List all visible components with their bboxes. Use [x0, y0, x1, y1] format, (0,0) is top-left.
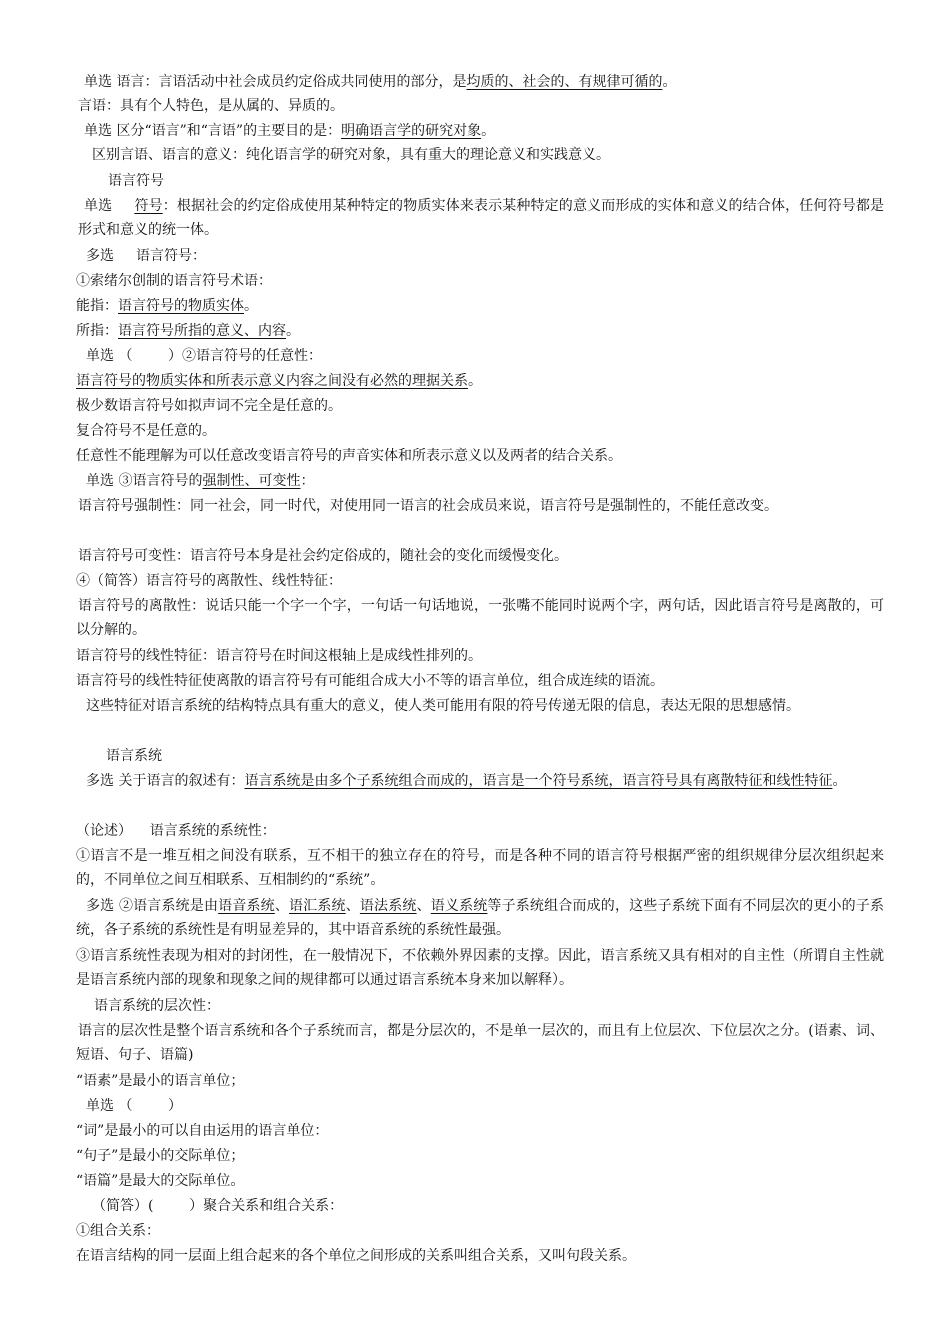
- text: 。: [481, 123, 496, 139]
- paragraph-arbitrariness-question: 单选 （ ）②语言符号的任意性：: [86, 348, 323, 364]
- paragraph-systematicity-question: （论述） 语言系统的系统性：: [76, 823, 276, 839]
- text: 能指：: [76, 298, 118, 314]
- paragraph-hierarchy-heading: 语言系统的层次性：: [94, 998, 220, 1014]
- underlined-answer: 强制性、可变性: [202, 473, 301, 489]
- paragraph-sentence: “句子”是最小的交际单位；: [76, 1148, 245, 1164]
- paragraph-sign-definition: [78, 194, 884, 242]
- text: 单选: [84, 198, 113, 214]
- underlined-answer: 语法系统: [359, 898, 417, 914]
- underlined-answer: 语音系统: [218, 898, 275, 914]
- paragraph-mandatory: 语言符号强制性：同一社会，同一时代，对使用同一语言的社会成员来说，语言符号是强制性的，不能任意改变。: [78, 498, 778, 514]
- paragraph-language-definition: [84, 70, 892, 94]
- text: 。: [662, 74, 677, 90]
- text: ：: [300, 473, 315, 489]
- underlined-answer: 符号: [134, 198, 163, 214]
- paragraph-arbitrariness-answer: [76, 369, 884, 393]
- text: 单选 语言：言语活动中社会成员约定俗成共同使用的部分，是: [84, 74, 467, 90]
- underlined-answer: 语言符号的物质实体: [118, 298, 244, 314]
- text: 等子系统组合而成的，这些子系统下面有不同层次的更小的子系统，各子系统的系统性是有明显差异的，其中语音系统的系统性最强。: [76, 898, 885, 938]
- section-heading-language-sign: 语言符号: [108, 173, 164, 189]
- paragraph-speech-definition: 言语：具有个人特色，是从属的、异质的。: [78, 98, 344, 114]
- text: 。: [286, 323, 300, 339]
- paragraph-multi-sign: [86, 244, 894, 268]
- text: 多选 ②语言系统是由: [86, 898, 219, 914]
- paragraph-significance: 这些特征对语言系统的结构特点具有重大的意义，使人类可能用有限的符号传递无限的信息，表达无限的思想感情。: [86, 698, 800, 714]
- text: 语言符号：: [136, 248, 206, 264]
- underlined-answer: 明确语言学的研究对象: [341, 123, 482, 139]
- paragraph-compound-sign: 复合符号不是任意的。: [76, 423, 216, 439]
- underlined-answer: 语义系统: [430, 898, 488, 914]
- text: 、: [345, 898, 360, 914]
- paragraph-relations-question: （简答）( ）聚合关系和组合关系：: [92, 1198, 344, 1214]
- paragraph-arbitrariness-note: 任意性不能理解为可以任意改变语言符号的声音实体和所表示意义以及两者的结合关系。: [76, 448, 622, 464]
- paragraph-mutability: 语言符号可变性：语言符号本身是社会约定俗成的，随社会的变化而缓慢变化。: [78, 548, 568, 564]
- paragraph-closedness: ③语言系统性表现为相对的封闭性，在一般情况下，不依赖外界因素的支撑。因此，语言系统又具有相对的自主性（所谓自主性就是语言系统内部的现象和现象之间的规律都可以通过语言系统本身来加以解释）。: [76, 948, 884, 988]
- text: 所指：: [76, 323, 118, 339]
- paragraph-morpheme: “语素”是最小的语言单位；: [76, 1073, 245, 1089]
- paragraph-syntagmatic: 在语言结构的同一层面上组合起来的各个单位之间形成的关系叫组合关系，又叫句段关系。: [76, 1248, 636, 1264]
- paragraph-distinction-meaning: 区别言语、语言的意义：纯化语言学的研究对象，具有重大的理论意义和实践意义。: [92, 147, 610, 163]
- text: 、: [416, 898, 431, 914]
- paragraph-discreteness: 语言符号的离散性：说话只能一个字一个字，一句话一句话地说，一张嘴不能同时说两个字，两句话，因此语言符号是离散的，可以分解的。: [76, 598, 884, 638]
- paragraph-linearity: 语言符号的线性特征：语言符号在时间这根轴上是成线性排列的。: [76, 648, 482, 664]
- underlined-answer: 语汇系统: [289, 898, 346, 914]
- paragraph-hierarchy: 语言的层次性是整个语言系统和各个子系统而言，都是分层次的，不是单一层次的，而且有上位层次、下位层次之分。(语素、词、短语、句子、语篇): [76, 1023, 884, 1063]
- text: 。: [244, 298, 258, 314]
- paragraph-mandatory-mutability: [86, 469, 894, 493]
- section-heading-language-system: 语言系统: [106, 748, 162, 764]
- underlined-answer: 语言系统是由多个子系统组合而成的，语言是一个符号系统，语言符号具有离散特征和线性特征: [244, 773, 833, 789]
- paragraph-word: “词”是最小的可以自由运用的语言单位：: [76, 1123, 329, 1139]
- paragraph-signifier: [76, 294, 884, 318]
- text: 。: [832, 773, 847, 789]
- text: 。: [468, 373, 482, 389]
- text: 多选 关于语言的叙述有：: [86, 773, 245, 789]
- paragraph-subsystems: [76, 894, 884, 942]
- text: 单选 ③语言符号的: [86, 473, 203, 489]
- underlined-answer: 均质的、社会的、有规律可循的: [466, 74, 663, 90]
- paragraph-onomatopoeia: 极少数语言符号如拟声词不完全是任意的。: [76, 398, 342, 414]
- paragraph-discrete-linear-question: ④（简答）语言符号的离散性、线性特征：: [76, 573, 342, 589]
- paragraph-systematicity-1: ①语言不是一堆互相之间没有联系，互不相干的独立存在的符号，而是各种不同的语言符号根据严密的组织规律分层次组织起来的，不同单位之间互相联系、互相制约的“系统”。: [76, 848, 884, 888]
- underlined-answer: 语言符号的物质实体和所表示意义内容之间没有必然的理据关系: [76, 373, 468, 389]
- text: 单选 区分“语言”和“言语”的主要目的是：: [84, 123, 342, 139]
- paragraph-saussure-terms: ①索绪尔创制的语言符号术语：: [76, 273, 272, 289]
- paragraph-linearity-effect: 语言符号的线性特征使离散的语言符号有可能组合成大小不等的语言单位，组合成连续的语流。: [76, 673, 664, 689]
- paragraph-discourse: “语篇”是最大的交际单位。: [76, 1173, 245, 1189]
- paragraph-distinction-purpose: [84, 119, 892, 143]
- paragraph-signified: [76, 319, 884, 343]
- paragraph-single-choice-blank: 单选 （ ）: [86, 1098, 183, 1114]
- text: ：根据社会的约定俗成使用某种特定的物质实体来表示某种特定的意义而形成的实体和意义的结合体，任何符号都是形式和意义的统一体。: [78, 198, 885, 238]
- paragraph-syntagmatic-heading: ①组合关系：: [76, 1223, 160, 1239]
- paragraph-language-statement: [76, 769, 884, 793]
- underlined-answer: 语言符号所指的意义、内容: [118, 323, 286, 339]
- text: 多选: [86, 248, 114, 264]
- text: 、: [274, 898, 290, 914]
